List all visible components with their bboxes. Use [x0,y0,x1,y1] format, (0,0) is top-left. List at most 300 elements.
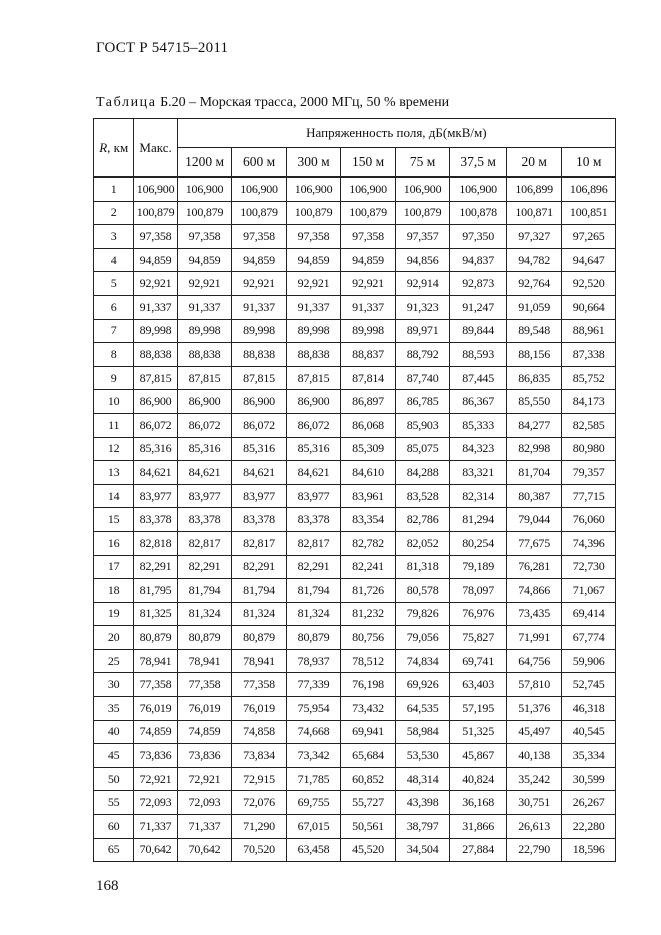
distance-cell: 18 [94,579,134,603]
distance-cell: 1 [94,177,134,201]
value-cell: 88,593 [450,343,507,367]
value-cell: 76,019 [134,697,177,721]
value-cell: 89,548 [506,319,562,343]
value-cell: 83,378 [286,508,341,532]
value-cell: 91,337 [341,295,396,319]
value-cell: 88,837 [341,343,396,367]
table-row [94,390,616,414]
distance-cell: 15 [94,508,134,532]
value-cell: 85,316 [134,437,177,461]
value-cell: 85,316 [286,437,341,461]
table-row [94,579,616,603]
value-cell: 40,824 [450,767,507,791]
column-group-header: Напряженность поля, дБ(мкВ/м) [177,119,615,148]
value-cell: 94,856 [395,248,450,272]
value-cell: 70,642 [177,838,232,862]
value-cell: 57,195 [450,697,507,721]
value-cell: 87,338 [562,343,616,367]
value-cell: 43,398 [395,791,450,815]
table-row [94,225,616,249]
table-caption [96,95,449,111]
distance-cell: 50 [94,767,134,791]
column-header-height: 75 м [395,148,450,178]
value-cell: 86,072 [232,413,287,437]
value-cell: 70,642 [134,838,177,862]
value-cell: 84,288 [395,461,450,485]
value-cell: 36,168 [450,791,507,815]
distance-cell: 30 [94,673,134,697]
value-cell: 94,859 [232,248,287,272]
distance-cell: 25 [94,649,134,673]
value-cell: 78,097 [450,579,507,603]
caption-number: Б.20 – [160,95,197,110]
value-cell: 86,900 [232,390,287,414]
value-cell: 80,756 [341,626,396,650]
value-cell: 91,337 [232,295,287,319]
value-cell: 86,900 [286,390,341,414]
value-cell: 83,961 [341,484,396,508]
table-row [94,484,616,508]
value-cell: 86,072 [134,413,177,437]
value-cell: 97,358 [341,225,396,249]
value-cell: 92,520 [562,272,616,296]
value-cell: 83,528 [395,484,450,508]
value-cell: 30,751 [506,791,562,815]
value-cell: 81,325 [134,602,177,626]
value-cell: 63,403 [450,673,507,697]
value-cell: 64,535 [395,697,450,721]
value-cell: 82,817 [286,531,341,555]
distance-symbol: R [99,139,108,155]
value-cell: 84,621 [286,461,341,485]
value-cell: 89,998 [177,319,232,343]
distance-cell: 65 [94,838,134,862]
value-cell: 81,794 [286,579,341,603]
value-cell: 100,879 [286,201,341,225]
value-cell: 84,323 [450,437,507,461]
value-cell: 86,068 [341,413,396,437]
value-cell: 67,015 [286,815,341,839]
value-cell: 77,358 [134,673,177,697]
table-row [94,437,616,461]
value-cell: 83,378 [232,508,287,532]
value-cell: 81,324 [286,602,341,626]
value-cell: 94,859 [177,248,232,272]
value-cell: 69,741 [450,649,507,673]
value-cell: 106,900 [232,177,287,201]
value-cell: 72,730 [562,555,616,579]
value-cell: 94,837 [450,248,507,272]
table-row [94,343,616,367]
value-cell: 86,367 [450,390,507,414]
value-cell: 73,836 [177,744,232,768]
distance-cell: 55 [94,791,134,815]
value-cell: 69,941 [341,720,396,744]
caption-text: Морская трасса, 2000 МГц, 50 % времени [199,95,450,110]
value-cell: 80,879 [232,626,287,650]
value-cell: 67,774 [562,626,616,650]
value-cell: 94,859 [341,248,396,272]
distance-cell: 9 [94,366,134,390]
value-cell: 97,358 [232,225,287,249]
value-cell: 106,900 [177,177,232,201]
value-cell: 71,067 [562,579,616,603]
value-cell: 91,059 [506,295,562,319]
value-cell: 106,900 [395,177,450,201]
table-row [94,319,616,343]
value-cell: 72,915 [232,767,287,791]
value-cell: 81,794 [177,579,232,603]
value-cell: 82,241 [341,555,396,579]
value-cell: 83,977 [286,484,341,508]
value-cell: 82,818 [134,531,177,555]
value-cell: 87,815 [134,366,177,390]
value-cell: 88,961 [562,319,616,343]
value-cell: 84,173 [562,390,616,414]
distance-cell: 10 [94,390,134,414]
value-cell: 85,333 [450,413,507,437]
distance-cell: 45 [94,744,134,768]
value-cell: 86,785 [395,390,450,414]
value-cell: 74,396 [562,531,616,555]
table-row [94,767,616,791]
value-cell: 94,859 [286,248,341,272]
column-header-height: 10 м [562,148,616,178]
document-header: ГОСТ Р 54715–2011 [96,40,229,56]
value-cell: 85,752 [562,366,616,390]
column-header-height: 37,5 м [450,148,507,178]
value-cell: 80,879 [134,626,177,650]
value-cell: 80,254 [450,531,507,555]
table-row [94,413,616,437]
value-cell: 45,520 [341,838,396,862]
value-cell: 71,785 [286,767,341,791]
value-cell: 94,859 [134,248,177,272]
value-cell: 80,387 [506,484,562,508]
value-cell: 91,337 [134,295,177,319]
value-cell: 78,941 [134,649,177,673]
value-cell: 83,378 [134,508,177,532]
value-cell: 57,810 [506,673,562,697]
value-cell: 26,613 [506,815,562,839]
value-cell: 40,545 [562,720,616,744]
value-cell: 72,093 [134,791,177,815]
value-cell: 73,834 [232,744,287,768]
value-cell: 100,878 [450,201,507,225]
distance-cell: 7 [94,319,134,343]
value-cell: 92,921 [341,272,396,296]
value-cell: 78,937 [286,649,341,673]
value-cell: 65,684 [341,744,396,768]
value-cell: 74,859 [134,720,177,744]
value-cell: 100,879 [177,201,232,225]
value-cell: 87,814 [341,366,396,390]
distance-cell: 40 [94,720,134,744]
value-cell: 45,867 [450,744,507,768]
value-cell: 81,704 [506,461,562,485]
value-cell: 79,189 [450,555,507,579]
value-cell: 83,321 [450,461,507,485]
value-cell: 53,530 [395,744,450,768]
value-cell: 80,879 [177,626,232,650]
field-strength-table [93,118,616,862]
value-cell: 92,921 [286,272,341,296]
value-cell: 74,668 [286,720,341,744]
value-cell: 38,797 [395,815,450,839]
value-cell: 77,358 [232,673,287,697]
value-cell: 83,354 [341,508,396,532]
value-cell: 80,980 [562,437,616,461]
value-cell: 30,599 [562,767,616,791]
value-cell: 97,357 [395,225,450,249]
value-cell: 74,834 [395,649,450,673]
column-header-height: 600 м [232,148,287,178]
column-header-max: Макс. [134,119,177,178]
value-cell: 81,726 [341,579,396,603]
value-cell: 89,844 [450,319,507,343]
table-row [94,201,616,225]
table-row [94,508,616,532]
value-cell: 92,921 [232,272,287,296]
table-row [94,720,616,744]
value-cell: 79,044 [506,508,562,532]
distance-unit: , км [107,139,129,155]
value-cell: 84,621 [134,461,177,485]
table-row [94,673,616,697]
table-row [94,649,616,673]
value-cell: 84,621 [177,461,232,485]
value-cell: 51,325 [450,720,507,744]
value-cell: 106,896 [562,177,616,201]
value-cell: 71,337 [134,815,177,839]
value-cell: 89,998 [232,319,287,343]
value-cell: 91,247 [450,295,507,319]
value-cell: 106,899 [506,177,562,201]
value-cell: 100,879 [232,201,287,225]
value-cell: 26,267 [562,791,616,815]
distance-cell: 2 [94,201,134,225]
value-cell: 92,921 [134,272,177,296]
distance-cell: 17 [94,555,134,579]
value-cell: 85,309 [341,437,396,461]
value-cell: 82,782 [341,531,396,555]
table-row [94,626,616,650]
column-header-height: 1200 м [177,148,232,178]
value-cell: 71,991 [506,626,562,650]
distance-cell: 8 [94,343,134,367]
value-cell: 81,318 [395,555,450,579]
value-cell: 78,941 [232,649,287,673]
value-cell: 51,376 [506,697,562,721]
table-row [94,177,616,201]
value-cell: 86,900 [177,390,232,414]
value-cell: 55,727 [341,791,396,815]
value-cell: 90,664 [562,295,616,319]
value-cell: 86,835 [506,366,562,390]
value-cell: 100,851 [562,201,616,225]
value-cell: 89,998 [341,319,396,343]
value-cell: 94,647 [562,248,616,272]
value-cell: 87,445 [450,366,507,390]
value-cell: 72,921 [134,767,177,791]
value-cell: 78,941 [177,649,232,673]
value-cell: 46,318 [562,697,616,721]
value-cell: 85,075 [395,437,450,461]
value-cell: 22,790 [506,838,562,862]
page-number: 168 [96,878,119,894]
column-header-height: 20 м [506,148,562,178]
distance-cell: 13 [94,461,134,485]
value-cell: 76,198 [341,673,396,697]
value-cell: 77,715 [562,484,616,508]
value-cell: 77,339 [286,673,341,697]
column-header-distance [94,119,134,178]
value-cell: 106,900 [450,177,507,201]
value-cell: 35,242 [506,767,562,791]
value-cell: 100,879 [341,201,396,225]
value-cell: 94,782 [506,248,562,272]
distance-cell: 19 [94,602,134,626]
value-cell: 92,873 [450,272,507,296]
value-cell: 97,327 [506,225,562,249]
value-cell: 106,900 [341,177,396,201]
caption-label: Таблица [96,95,157,110]
value-cell: 86,897 [341,390,396,414]
value-cell: 69,414 [562,602,616,626]
value-cell: 88,792 [395,343,450,367]
table-row [94,248,616,272]
value-cell: 81,324 [177,602,232,626]
value-cell: 85,903 [395,413,450,437]
value-cell: 85,550 [506,390,562,414]
value-cell: 82,314 [450,484,507,508]
value-cell: 82,291 [177,555,232,579]
value-cell: 73,435 [506,602,562,626]
value-cell: 84,610 [341,461,396,485]
value-cell: 87,815 [286,366,341,390]
value-cell: 88,838 [134,343,177,367]
value-cell: 60,852 [341,767,396,791]
value-cell: 73,342 [286,744,341,768]
value-cell: 76,019 [232,697,287,721]
value-cell: 58,984 [395,720,450,744]
value-cell: 89,971 [395,319,450,343]
value-cell: 82,291 [134,555,177,579]
table-row [94,295,616,319]
value-cell: 72,076 [232,791,287,815]
value-cell: 83,977 [134,484,177,508]
table-row [94,791,616,815]
distance-cell: 60 [94,815,134,839]
table-row [94,697,616,721]
distance-cell: 6 [94,295,134,319]
value-cell: 18,596 [562,838,616,862]
value-cell: 50,561 [341,815,396,839]
value-cell: 88,838 [177,343,232,367]
distance-cell: 12 [94,437,134,461]
table-row [94,838,616,862]
distance-cell: 4 [94,248,134,272]
value-cell: 84,277 [506,413,562,437]
value-cell: 40,138 [506,744,562,768]
value-cell: 88,838 [232,343,287,367]
value-cell: 76,281 [506,555,562,579]
value-cell: 85,316 [177,437,232,461]
value-cell: 97,358 [134,225,177,249]
value-cell: 83,977 [177,484,232,508]
value-cell: 89,998 [286,319,341,343]
value-cell: 91,337 [177,295,232,319]
value-cell: 82,817 [232,531,287,555]
value-cell: 59,906 [562,649,616,673]
value-cell: 81,294 [450,508,507,532]
value-cell: 79,357 [562,461,616,485]
value-cell: 85,316 [232,437,287,461]
value-cell: 106,900 [134,177,177,201]
value-cell: 80,879 [286,626,341,650]
value-cell: 75,827 [450,626,507,650]
value-cell: 83,378 [177,508,232,532]
value-cell: 86,072 [177,413,232,437]
value-cell: 89,998 [134,319,177,343]
value-cell: 100,879 [395,201,450,225]
value-cell: 87,815 [177,366,232,390]
value-cell: 79,826 [395,602,450,626]
value-cell: 69,755 [286,791,341,815]
distance-cell: 20 [94,626,134,650]
value-cell: 72,093 [177,791,232,815]
value-cell: 76,019 [177,697,232,721]
value-cell: 76,060 [562,508,616,532]
value-cell: 45,497 [506,720,562,744]
value-cell: 73,836 [134,744,177,768]
column-header-height: 150 м [341,148,396,178]
value-cell: 34,504 [395,838,450,862]
value-cell: 81,232 [341,602,396,626]
value-cell: 70,520 [232,838,287,862]
distance-cell: 3 [94,225,134,249]
value-cell: 74,859 [177,720,232,744]
value-cell: 76,976 [450,602,507,626]
value-cell: 88,838 [286,343,341,367]
value-cell: 77,675 [506,531,562,555]
value-cell: 31,866 [450,815,507,839]
value-cell: 86,072 [286,413,341,437]
table-row [94,815,616,839]
table-row [94,555,616,579]
value-cell: 64,756 [506,649,562,673]
value-cell: 100,871 [506,201,562,225]
value-cell: 86,900 [134,390,177,414]
value-cell: 91,323 [395,295,450,319]
value-cell: 91,337 [286,295,341,319]
table-row [94,744,616,768]
value-cell: 81,794 [232,579,287,603]
value-cell: 71,337 [177,815,232,839]
value-cell: 52,745 [562,673,616,697]
value-cell: 81,324 [232,602,287,626]
value-cell: 100,879 [134,201,177,225]
value-cell: 78,512 [341,649,396,673]
value-cell: 81,795 [134,579,177,603]
value-cell: 74,866 [506,579,562,603]
value-cell: 82,291 [232,555,287,579]
value-cell: 97,350 [450,225,507,249]
distance-cell: 11 [94,413,134,437]
value-cell: 75,954 [286,697,341,721]
value-cell: 69,926 [395,673,450,697]
value-cell: 82,817 [177,531,232,555]
